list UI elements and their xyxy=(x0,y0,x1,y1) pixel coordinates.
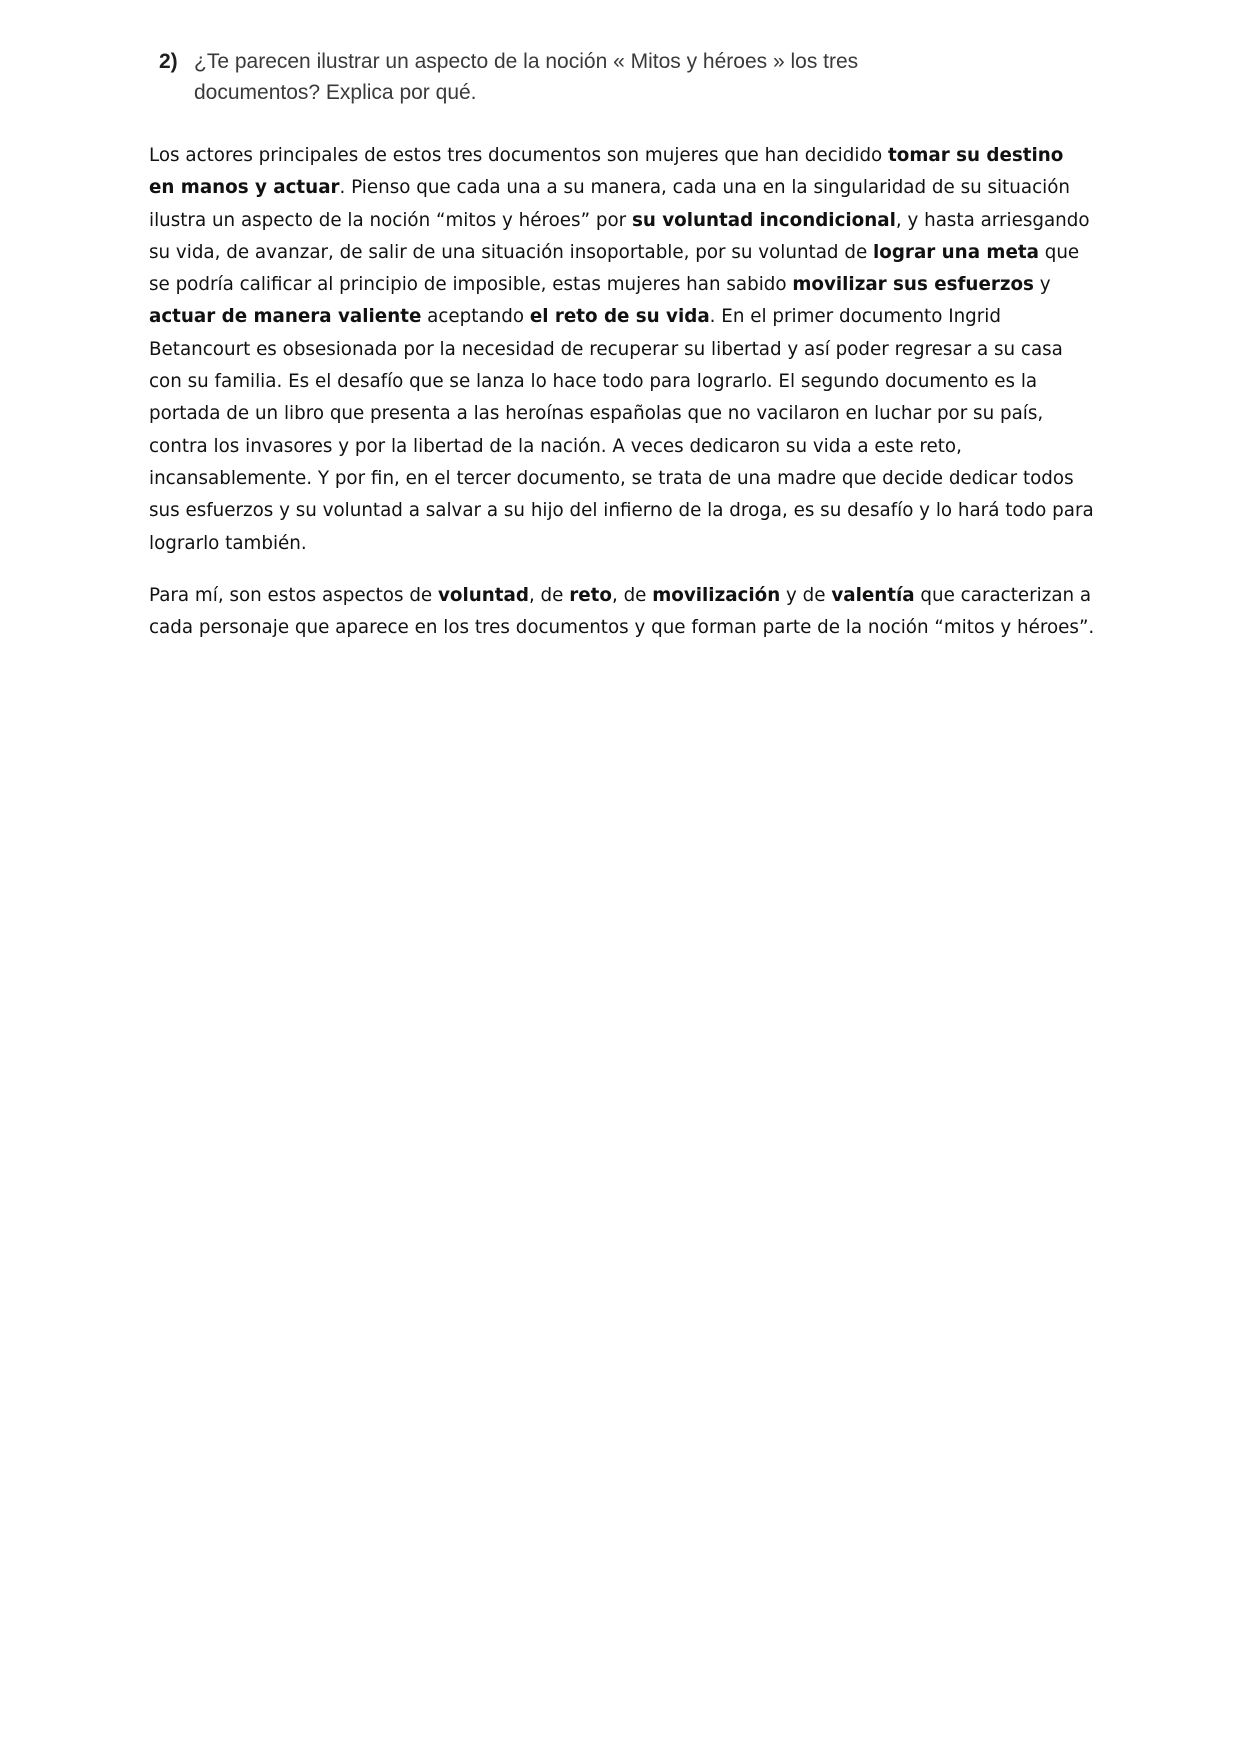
bold-text-run: reto xyxy=(569,584,612,606)
bold-text-run: tomar su destino en manos y actuar xyxy=(149,145,1064,199)
text-run: , y hasta arriesgando su vida, de avanzar, de salir de una situación insoportable, por su voluntad de xyxy=(149,209,1090,263)
question-heading xyxy=(159,46,979,108)
text-run: que se podría calificar al principio de imposible, estas mujeres han sabido xyxy=(149,241,1080,296)
answer-paragraph-1 xyxy=(149,140,1095,560)
bold-text-run: movilización xyxy=(652,584,781,606)
answer-paragraph-2 xyxy=(149,580,1095,645)
bold-text-run: movilizar sus esfuerzos xyxy=(792,274,1034,296)
text-run: . En el primer documento Ingrid Betancourt es obsesionada por la necesidad de recuperar su libertad y así poder regresar a su casa con su familia. Es el desafío que se lanza lo hace todo para lograrlo. El segundo documento es la portada de un libro que presenta a las heroínas españolas que no vacilaron en luchar por su país, contra los invasores y por la libertad de la nación. A veces dedicaron su vida a este reto, incansablemente. Y por fin, en el tercer documento, se trata de una madre que decide dedicar todos sus esfuerzos y su voluntad a salvar a su hijo del infierno de la droga, es su desafío y lo hará todo para lograrlo también. xyxy=(149,306,1094,554)
text-run: y xyxy=(1033,274,1051,296)
text-run: , de xyxy=(611,584,653,606)
bold-text-run: su voluntad incondicional xyxy=(631,209,896,231)
bold-text-run: el reto de su vida xyxy=(529,306,710,328)
text-run: y de xyxy=(780,584,832,606)
answer-body xyxy=(149,140,1095,664)
bold-text-run: voluntad xyxy=(438,584,529,606)
text-run: , de xyxy=(528,584,570,606)
question-number: 2) xyxy=(159,50,178,73)
text-run: aceptando xyxy=(421,306,530,328)
bold-text-run: valentía xyxy=(831,584,915,606)
bold-text-run: actuar de manera valiente xyxy=(149,306,422,328)
text-run: . Pienso que cada una a su manera, cada una en la singularidad de su situación ilustra un aspecto de la noción “mitos y héroes” por xyxy=(149,177,1070,231)
text-run: Los actores principales de estos tres documentos son mujeres que han decidido xyxy=(149,145,889,166)
text-run: que caracterizan a cada personaje que aparece en los tres documentos y que forman parte de la noción “mitos y héroes”. xyxy=(149,584,1095,639)
question-text: ¿Te parecen ilustrar un aspecto de la noción « Mitos y héroes » los tres documentos? Explica por qué. xyxy=(194,50,859,104)
text-run: Para mí, son estos aspectos de xyxy=(149,584,438,606)
bold-text-run: lograr una meta xyxy=(873,241,1039,263)
